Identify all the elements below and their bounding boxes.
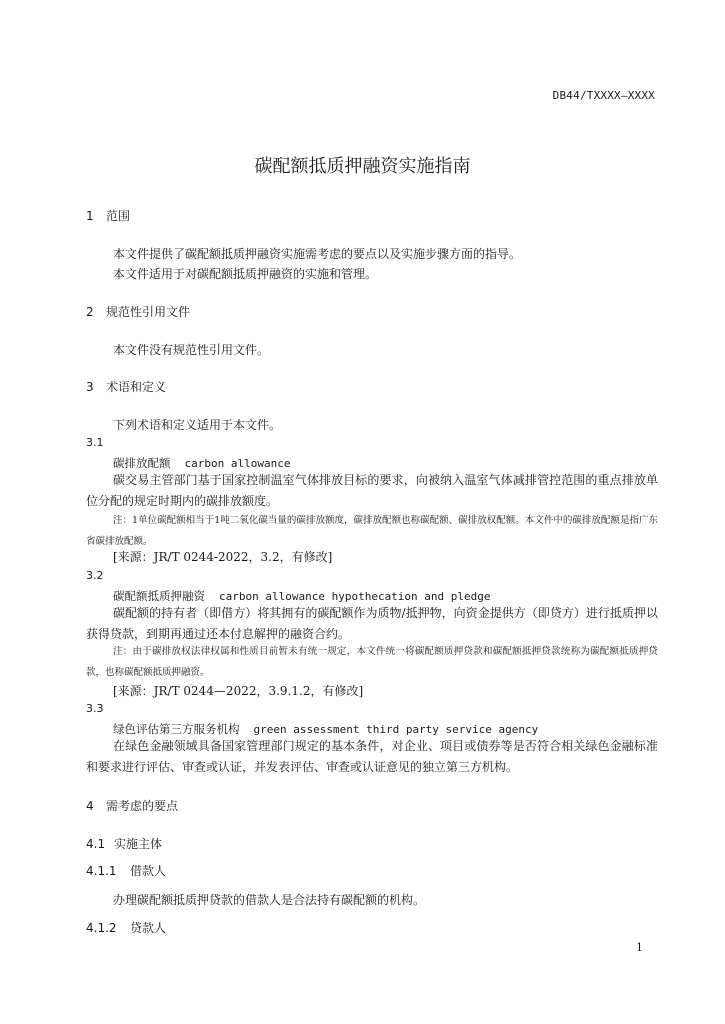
term-source: [来源：JR/T 0244—2022，3.9.1.2，有修改] (113, 684, 364, 698)
term-zh: 碳配额抵质押融资 (113, 589, 205, 603)
subsection-4-1-1-heading (86, 862, 166, 879)
page-number: 1 (636, 941, 643, 954)
section-2-heading (86, 303, 190, 320)
section-title: 贷款人 (130, 921, 167, 935)
section-number: 3 (86, 380, 94, 394)
section-4-heading (86, 797, 178, 814)
term-definition: 碳交易主管部门基于国家控制温室气体排放目标的要求，向被纳入温室气体减排管控范围的重点排放单位分配的规定时期内的碳排放额度。 (86, 473, 658, 508)
term-note: 注：由于碳排放权法律权属和性质目前暂未有统一规定，本文件统一将碳配额质押贷款和碳配额抵押贷款统称为碳配额抵质押贷款，也称碳配额抵质押融资。 (86, 646, 658, 678)
term-definition: 在绿色金融领域具备国家管理部门规定的基本条件，对企业、项目或债券等是否符合相关绿色金融标准和要求进行评估、审查或认证，并发表评估、审查或认证意见的独立第三方机构。 (86, 739, 658, 774)
term-number: 3.3 (86, 702, 104, 715)
standard-code: DB44/TXXXX—XXXX (552, 89, 655, 102)
section-title: 术语和定义 (106, 380, 167, 394)
section-number: 1 (86, 209, 94, 223)
term-en: green assessment third party service agency (253, 723, 539, 736)
term-en: carbon allowance hypothecation and pledge (219, 590, 491, 603)
section-title: 范围 (106, 209, 131, 223)
term-en: carbon allowance (184, 457, 291, 470)
section-number: 4.1.2 (86, 921, 117, 935)
term-zh: 绿色评估第三方服务机构 (113, 722, 240, 736)
term-heading (113, 455, 290, 471)
term-number: 3.2 (86, 569, 104, 582)
section-title: 规范性引用文件 (106, 305, 191, 319)
subsection-4-1-2-heading (86, 919, 166, 936)
section-1-heading (86, 207, 130, 224)
section-title: 实施主体 (114, 837, 163, 851)
section-number: 4.1 (86, 837, 106, 851)
section-number: 4.1.1 (86, 864, 117, 878)
term-zh: 碳排放配额 (113, 456, 171, 470)
term-number: 3.1 (86, 436, 104, 449)
term-heading (113, 588, 491, 604)
section-number: 2 (86, 305, 94, 319)
paragraph: 本文件适用于对碳配额抵质押融资的实施和管理。 (113, 267, 378, 281)
paragraph: 下列术语和定义适用于本文件。 (113, 418, 282, 432)
paragraph: 本文件没有规范性引用文件。 (113, 343, 270, 357)
section-title: 借款人 (130, 864, 167, 878)
subsection-4-1-heading (86, 835, 162, 852)
paragraph: 本文件提供了碳配额抵质押融资实施需考虑的要点以及实施步骤方面的指导。 (113, 247, 522, 261)
section-3-heading (86, 378, 166, 395)
paragraph: 办理碳配额抵质押贷款的借款人是合法持有碳配额的机构。 (113, 893, 426, 907)
document-title: 碳配额抵质押融资实施指南 (254, 156, 471, 177)
term-source: [来源：JR/T 0244-2022，3.2，有修改] (113, 550, 333, 564)
term-heading (113, 721, 538, 737)
term-definition: 碳配额的持有者（即借方）将其拥有的碳配额作为质物/抵押物，向资金提供方（即贷方）进行抵质押以获得贷款，到期再通过还本付息解押的融资合约。 (86, 606, 658, 641)
section-title: 需考虑的要点 (106, 799, 179, 813)
term-note: 注：1单位碳配额相当于1吨二氧化碳当量的碳排放额度，碳排放配额也称碳配额、碳排放权配额。本文件中的碳排放配额是指广东省碳排放配额。 (86, 515, 658, 547)
section-number: 4 (86, 799, 94, 813)
